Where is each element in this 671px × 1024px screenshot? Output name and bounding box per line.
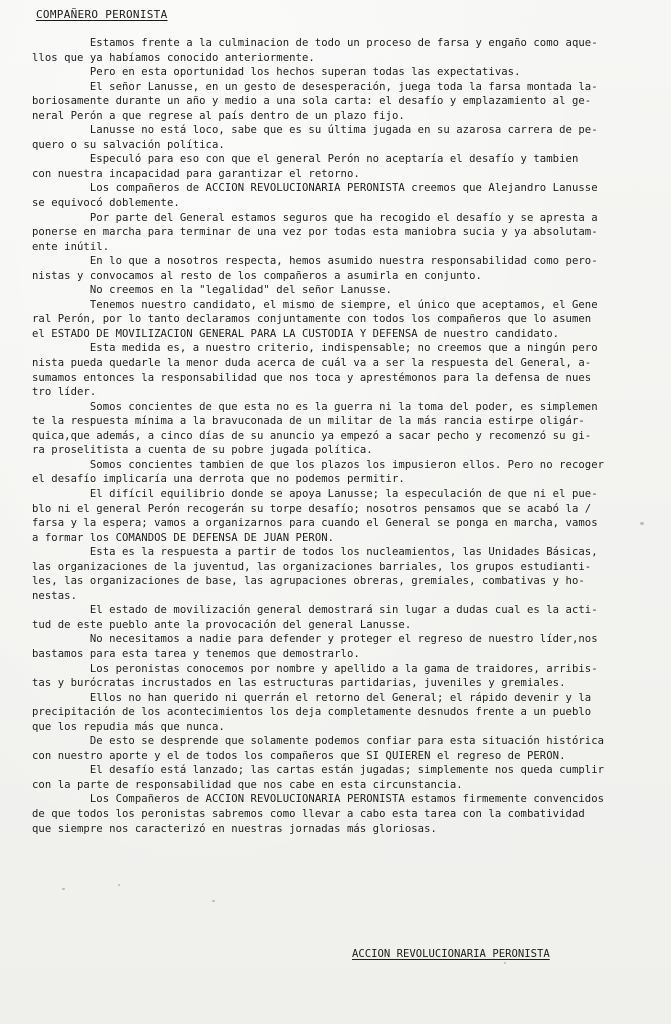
document-line: Especuló para eso con que el general Perón no aceptaría el desafío y tambien — [32, 153, 579, 166]
document-line: el ESTADO DE MOVILIZACION GENERAL PARA LA CUSTODIA Y DEFENSA de nuestro candidato. — [32, 327, 560, 340]
document-line: precipitación de los acontecimientos los deja completamente desnudos frente a un pueblo — [32, 706, 592, 719]
document-line: Por parte del General estamos seguros que ha recogido el desafío y se apresta a — [32, 211, 598, 224]
document-line: El desafío está lanzado; las cartas están jugadas; simplemente nos queda cumplir — [32, 764, 605, 777]
document-line: Lanusse no está loco, sabe que es su última jugada en su azarosa carrera de pe- — [32, 124, 598, 137]
document-line: de que todos los peronistas sabremos como llevar a cabo esta tarea con la combatividad — [32, 807, 585, 820]
document-line: Pero en esta oportunidad los hechos superan todas las expectativas. — [32, 66, 521, 79]
document-line: De esto se desprende que solamente podemos confiar para esta situación histórica — [32, 735, 605, 748]
document-line: nista pueda quedarle la menor duda acerca de cuál va a ser la respuesta del General, a- — [32, 357, 592, 370]
document-line: Ellos no han querido ni querrán el retorno del General; el rápido devenir y la — [32, 691, 592, 704]
document-line: les, las organizaciones de base, las agrupaciones obreras, gremiales, combativas y ho- — [32, 575, 585, 588]
document-line: con la parte de responsabilidad que nos cabe en esta circunstancia. — [32, 778, 463, 791]
document-line: tro líder. — [32, 386, 97, 399]
document-line: Somos concientes tambien de que los plazos los impusieron ellos. Pero no recoger — [32, 458, 605, 471]
document-line: sumamos entonces la responsabilidad que nos toca y aprestémonos para la defensa de nues — [32, 371, 592, 384]
document-line: boriosamente durante un año y medio a una sola carta: el desafío y emplazamiento al ge- — [32, 95, 592, 108]
document-line: El difícil equilibrio donde se apoya Lanusse; la especulación de que ni el pue- — [32, 487, 598, 500]
document-line: Somos concientes de que esta no es la guerra ni la toma del poder, es simplemen — [32, 400, 598, 413]
document-line: ra proselitista a cuenta de su pobre jugada política. — [32, 444, 373, 457]
document-line: ente inútil. — [32, 240, 110, 253]
document-line: que los repudia más que nunca. — [32, 720, 225, 733]
document-line: ponerse en marcha para terminar de una vez por todas esta maniobra sucia y ya absolutam- — [32, 226, 598, 239]
document-line: neral Perón a que regrese al país dentro de un plazo fijo. — [32, 109, 405, 122]
document-line: el desafío implicaría una derrota que no podemos permitir. — [32, 473, 405, 486]
document-line: llos que ya habíamos conocido anteriormente. — [32, 51, 315, 64]
document-line: Esta es la respuesta a partir de todos los nucleamientos, las Unidades Básicas, — [32, 546, 598, 559]
document-line: Esta medida es, a nuestro criterio, indispensable; no creemos que a ningún pero — [32, 342, 598, 355]
document-line: con nuestro aporte y el de todos los compañeros que SI QUIEREN el regreso de PERON. — [32, 749, 566, 762]
document-line: se equivocó doblemente. — [32, 197, 180, 210]
document-line: Los compañeros de ACCION REVOLUCIONARIA PERONISTA creemos que Alejandro Lanusse — [32, 182, 598, 195]
document-line: En lo que a nosotros respecta, hemos asumido nuestra responsabilidad como pero- — [32, 255, 598, 268]
document-line: ral Perón, por lo tanto declaramos conjuntamente con todos los compañeros que lo asumen — [32, 313, 592, 326]
document-line: Tenemos nuestro candidato, el mismo de siempre, el único que aceptamos, el Gene — [32, 298, 598, 311]
document-line: quica,que además, a cinco días de su anuncio ya empezó a sacar pecho y recomenzó su gi- — [32, 429, 592, 442]
document-body — [32, 36, 657, 836]
document-line: No creemos en la "legalidad" del señor Lanusse. — [32, 284, 392, 297]
document-line: te la respuesta mínima a la bravuconada de un militar de la más rancia estirpe oligár- — [32, 415, 585, 428]
document-signature: ACCION REVOLUCIONARIA PERONISTA — [352, 948, 550, 960]
document-line: farsa y la espera; vamos a organizarnos para cuando el General se ponga en marcha, vamos — [32, 517, 598, 530]
document-line: El estado de movilización general demostrará sin lugar a dudas cual es la acti- — [32, 604, 598, 617]
ink-speck — [212, 900, 215, 902]
ink-speck — [504, 962, 506, 964]
document-line: que siempre nos caracterizó en nuestras jornadas más gloriosas. — [32, 822, 437, 835]
document-line: nestas. — [32, 589, 77, 602]
document-line: Estamos frente a la culminacion de todo un proceso de farsa y engaño como aque- — [32, 37, 598, 49]
document-line: bastamos para esta tarea y tenemos que demostrarlo. — [32, 647, 360, 660]
document-line: Los peronistas conocemos por nombre y apellido a la gama de traidores, arribis- — [32, 662, 598, 675]
ink-speck — [62, 888, 65, 890]
document-line: a formar los COMANDOS DE DEFENSA DE JUAN PERON. — [32, 531, 335, 544]
document-line: tud de este pueblo ante la provocación del general Lanusse. — [32, 618, 412, 631]
document-line: Los Compañeros de ACCION REVOLUCIONARIA PERONISTA estamos firmemente convencidos — [32, 793, 605, 806]
document-line: blo ni el general Perón recogerán su torpe desafío; nosotros pensamos que se acabó la / — [32, 502, 592, 515]
document-heading: COMPAÑERO PERONISTA — [36, 8, 168, 21]
document-line: las organizaciones de la juventud, las organizaciones barriales, los grupos estudianti- — [32, 560, 592, 573]
document-line: No necesitamos a nadie para defender y proteger el regreso de nuestro líder,nos — [32, 633, 598, 646]
ink-speck — [640, 522, 644, 525]
document-line: nistas y convocamos al resto de los compañeros a asumirla en conjunto. — [32, 269, 482, 282]
document-line: El señor Lanusse, en un gesto de desesperación, juega toda la farsa montada la- — [32, 80, 598, 93]
document-line: con nuestra incapacidad para garantizar el retorno. — [32, 167, 360, 180]
document-line: tas y burócratas incrustados en las estructuras partidarias, juveniles y gremiales. — [32, 677, 566, 690]
ink-speck — [118, 884, 120, 886]
document-line: quero o su salvación política. — [32, 138, 225, 151]
